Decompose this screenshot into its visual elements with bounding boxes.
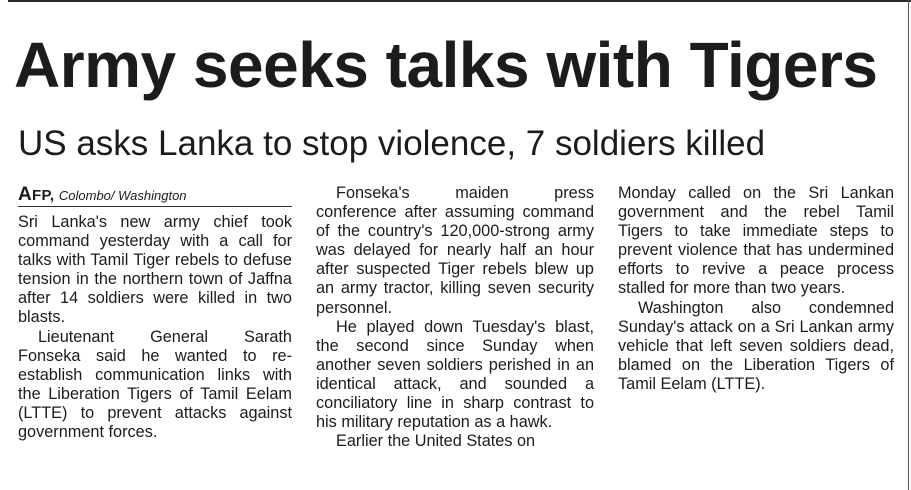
headline: Army seeks talks with Tigers	[14, 29, 878, 101]
article-column-2	[316, 184, 594, 451]
paragraph: He played down Tuesday's blast, the second since Sunday when another seven soldiers perished in an identical attack, and sounded a conciliatory line in sharp contrast to his military reputation as a hawk.	[316, 317, 594, 432]
top-rule	[8, 0, 911, 2]
paragraph: Fonseka's maiden press conference after assuming command of the country's 120,000-strong army was delayed for nearly half an hour after suspected Tiger rebels blew up an army tractor, killing seven security personnel.	[316, 184, 594, 317]
paragraph: Monday called on the Sri Lankan government and the rebel Tamil Tigers to take immediate steps to prevent violence that has undermined efforts to revive a peace process stalled for more than two years.	[618, 184, 894, 298]
paragraph: Sri Lanka's new army chief took command yesterday with a call for talks with Tamil Tiger rebels to defuse tension in the northern town of Jaffna after 14 soldiers were killed in two blasts.	[18, 213, 292, 327]
article-column-1	[18, 184, 292, 442]
article-column-3	[618, 184, 894, 394]
right-rule	[908, 0, 909, 490]
paragraph: Earlier the United States on	[336, 432, 536, 451]
subheadline: US asks Lanka to stop violence, 7 soldiers killed	[18, 124, 766, 163]
byline-dateline: Colombo/ Washington	[58, 188, 187, 203]
paragraph: Lieutenant General Sarath Fonseka said he wanted to re-establish communication links with the Liberation Tigers of Tamil Eelam (LTTE) to prevent attacks against government forces.	[18, 327, 292, 442]
paragraph: Washington also condemned Sunday's attack on a Sri Lankan army vehicle that left seven soldiers dead, blamed on the Liberation Tigers of Tamil Eelam (LTTE).	[618, 298, 894, 393]
byline-agency: AFP,	[18, 184, 55, 205]
byline	[18, 184, 292, 207]
